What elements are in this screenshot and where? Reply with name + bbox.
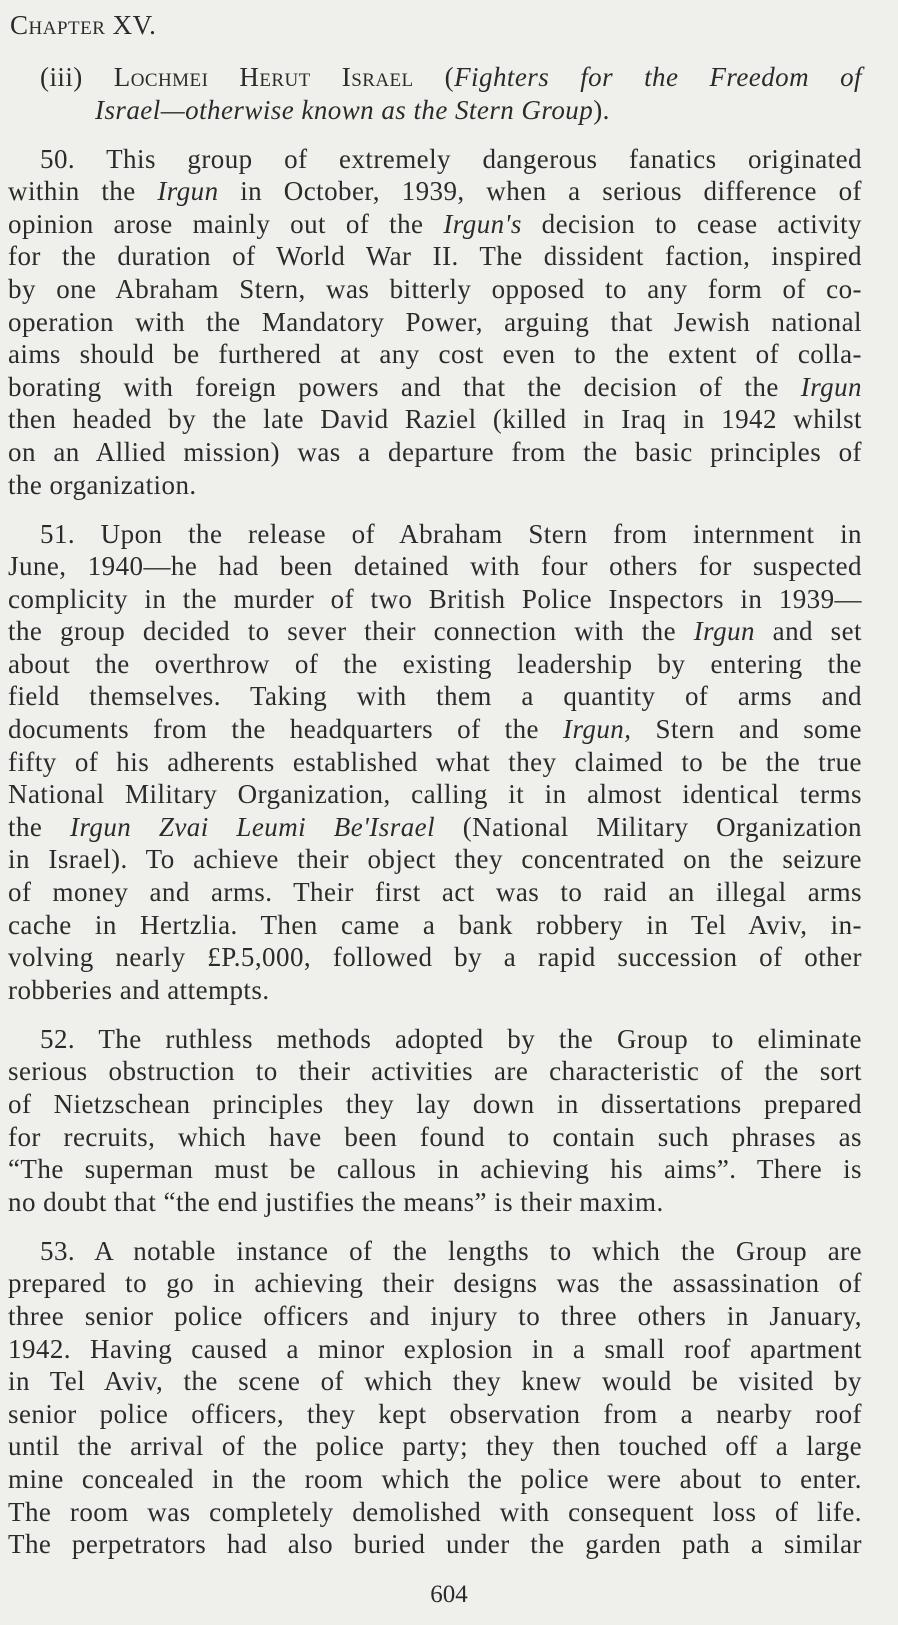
text-run: until the arrival of the police party; they then touched off a large xyxy=(8,1431,862,1462)
text-run: ( xyxy=(413,62,455,92)
italic-text: Irgun xyxy=(800,371,862,402)
text-run: and set xyxy=(754,616,862,647)
text-line xyxy=(8,1333,862,1366)
text-line xyxy=(8,1496,862,1529)
text-line xyxy=(8,338,862,371)
text-line xyxy=(8,1055,862,1088)
text-run: the group decided to sever their connection with the xyxy=(8,616,694,647)
text-run: field themselves. Taking with them a quantity of arms and xyxy=(8,681,862,712)
text-line xyxy=(8,648,862,681)
document-body xyxy=(8,61,862,1561)
text-line xyxy=(8,974,862,1007)
text-line xyxy=(8,436,862,469)
text-line xyxy=(8,306,862,339)
text-run: 53. A notable instance of the lengths to which the Group are xyxy=(40,1235,862,1266)
paragraph xyxy=(8,143,862,502)
text-run: of Nietzschean principles they lay down in dissertations prepared xyxy=(8,1088,862,1119)
italic-text: Israel—otherwise known as the Stern Group xyxy=(95,94,594,125)
text-run: National Military Organization, calling it in almost identical terms xyxy=(8,779,862,810)
text-line xyxy=(8,1365,862,1398)
text-run: then headed by the late David Raziel (killed in Iraq in 1942 whilst xyxy=(8,404,862,435)
text-run: 52. The ruthless methods adopted by the Group to eliminate xyxy=(40,1023,862,1054)
text-run: borating with foreign powers and that the decision of the xyxy=(8,371,801,402)
text-run: the xyxy=(8,811,70,842)
text-run: (National Military Organization xyxy=(435,811,862,842)
text-line xyxy=(8,1528,862,1561)
text-run: for the duration of World War II. The dissident faction, inspired xyxy=(8,241,862,272)
text-line xyxy=(8,811,862,844)
text-line xyxy=(8,1267,862,1300)
section-heading xyxy=(8,61,862,126)
text-line xyxy=(8,403,862,436)
text-run: serious obstruction to their activities are characteristic of the sort xyxy=(8,1056,862,1087)
text-run: in October, 1939, when a serious difference of xyxy=(218,176,862,207)
italic-text: Irgun, xyxy=(563,714,632,745)
text-run: on an Allied mission) was a departure from the basic principles of xyxy=(8,436,862,467)
text-run: “The superman must be callous in achieving his aims”. There is xyxy=(8,1154,862,1185)
text-line xyxy=(8,1153,862,1186)
text-run: no doubt that “the end justifies the means” is their maxim. xyxy=(8,1186,664,1217)
italic-text: Irgun's xyxy=(443,208,522,239)
text-run: within the xyxy=(8,176,158,207)
text-line xyxy=(8,713,862,746)
text-run: volving nearly £P.5,000, followed by a rapid succession of other xyxy=(8,942,862,973)
text-line xyxy=(8,1121,862,1154)
text-run: in Israel). To achieve their object they concentrated on the seizure xyxy=(8,844,862,875)
text-line xyxy=(8,240,862,273)
text-line xyxy=(8,550,862,583)
text-line xyxy=(8,143,862,176)
italic-text: Fighters for the Freedom of xyxy=(454,62,862,92)
text-run: prepared to go in achieving their designs was the assassination of xyxy=(8,1268,862,1299)
text-run: ). xyxy=(593,94,610,125)
text-run: The room was completely demolished with consequent loss of life. xyxy=(8,1496,862,1527)
text-line xyxy=(8,273,862,306)
text-run: documents from the headquarters of the xyxy=(8,714,564,745)
text-line xyxy=(8,1300,862,1333)
text-line xyxy=(8,1023,862,1056)
text-line xyxy=(8,1463,862,1496)
text-run: three senior police officers and injury to three others in January, xyxy=(8,1300,862,1331)
text-line xyxy=(8,1088,862,1121)
chapter-title: Chapter XV. xyxy=(10,10,157,40)
text-line xyxy=(8,1235,862,1268)
text-run: 1942. Having caused a minor explosion in a small roof apartment xyxy=(8,1333,862,1364)
text-run: senior police officers, they kept observation from a nearby roof xyxy=(8,1398,862,1429)
text-run: The perpetrators had also buried under the garden path a similar xyxy=(8,1529,862,1560)
text-line xyxy=(8,615,862,648)
text-run: complicity in the murder of two British Police Inspectors in 1939— xyxy=(8,583,862,614)
text-line xyxy=(8,208,862,241)
text-run: 51. Upon the release of Abraham Stern from internment in xyxy=(40,518,862,549)
text-run: (iii) xyxy=(40,62,114,92)
text-line xyxy=(8,175,862,208)
italic-text: Irgun xyxy=(157,176,219,207)
heading-line xyxy=(8,61,862,94)
text-run: for recruits, which have been found to contain such phrases as xyxy=(8,1121,862,1152)
text-run: operation with the Mandatory Power, arguing that Jewish national xyxy=(8,306,862,337)
text-run: decision to cease activity xyxy=(521,208,862,239)
text-run: cache in Hertzlia. Then came a bank robbery in Tel Aviv, in- xyxy=(8,909,862,940)
text-line xyxy=(8,876,862,909)
text-run: in Tel Aviv, the scene of which they knew would be visited by xyxy=(8,1366,862,1397)
text-line xyxy=(8,680,862,713)
text-line xyxy=(8,778,862,811)
text-line xyxy=(8,1398,862,1431)
text-run: the organization. xyxy=(8,469,197,500)
text-run: fifty of his adherents established what they claimed to be the true xyxy=(8,746,862,777)
text-line xyxy=(8,1186,862,1219)
text-line xyxy=(8,371,862,404)
paragraphs xyxy=(8,143,862,1561)
text-run: aims should be furthered at any cost even to the extent of colla- xyxy=(8,339,862,370)
text-run: opinion arose mainly out of the xyxy=(8,208,444,239)
text-line xyxy=(8,469,862,502)
text-run: of money and arms. Their first act was to raid an illegal arms xyxy=(8,877,862,908)
text-line xyxy=(8,583,862,616)
paragraph xyxy=(8,518,862,1007)
text-run: about the overthrow of the existing leadership by entering the xyxy=(8,648,862,679)
text-run: by one Abraham Stern, was bitterly opposed to any form of co- xyxy=(8,273,862,304)
text-line xyxy=(8,941,862,974)
text-line xyxy=(8,843,862,876)
text-line xyxy=(8,909,862,942)
text-line xyxy=(8,746,862,779)
small-caps-text: Lochmei Herut Israel xyxy=(113,62,414,92)
paragraph xyxy=(8,1023,862,1219)
italic-text: Irgun Zvai Leumi Be'Israel xyxy=(70,811,436,842)
text-run: 50. This group of extremely dangerous fanatics originated xyxy=(40,143,862,174)
text-line xyxy=(8,1430,862,1463)
paragraph xyxy=(8,1235,862,1561)
text-line xyxy=(8,518,862,551)
text-run: June, 1940—he had been detained with four others for suspected xyxy=(8,551,862,582)
heading-line xyxy=(8,94,862,127)
text-run: robberies and attempts. xyxy=(8,974,270,1005)
text-run: Stern and some xyxy=(631,714,862,745)
italic-text: Irgun xyxy=(693,616,755,647)
text-run: mine concealed in the room which the police were about to enter. xyxy=(8,1463,862,1494)
page-number: 604 xyxy=(430,1581,468,1608)
